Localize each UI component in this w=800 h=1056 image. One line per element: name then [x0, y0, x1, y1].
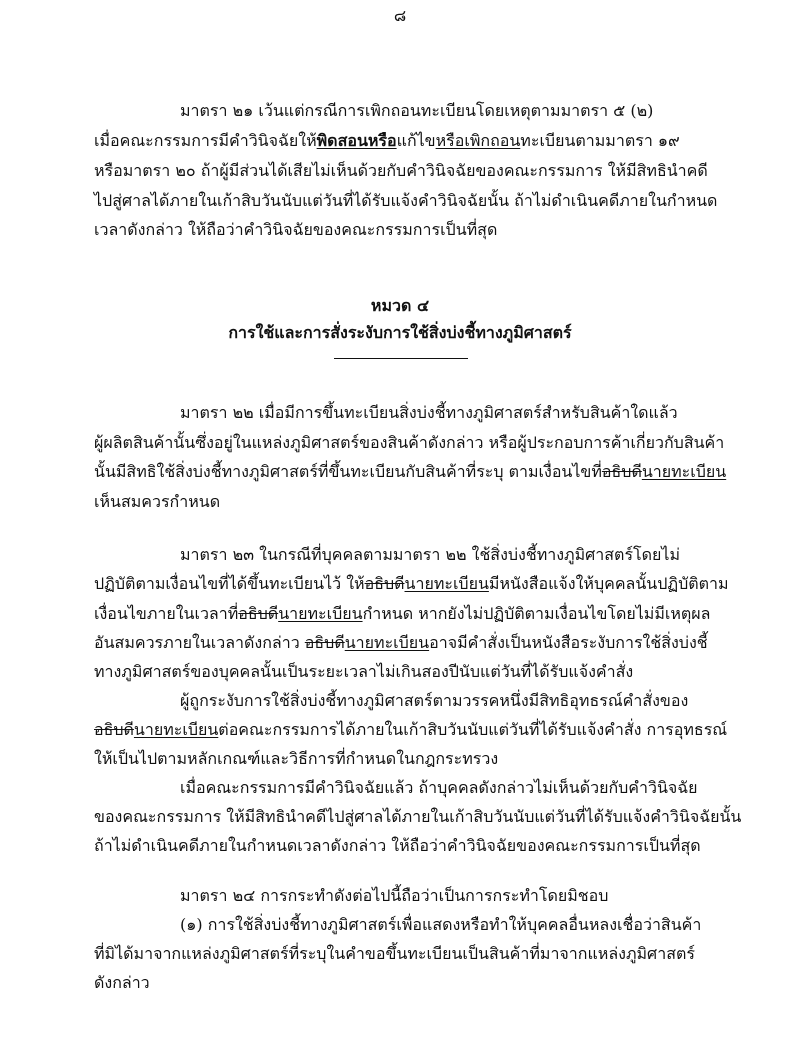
section-24-item-1-line-1: (๑) การใช้สิ่งบ่งชี้ทางภูมิศาสตร์เพื่อแสดงหรือทำให้บุคคลอื่นหลงเชื่อว่าสินค้า: [180, 915, 702, 934]
text: ปฏิบัติตามเงื่อนไขที่ได้ขึ้นทะเบียนไว้ ให้: [94, 574, 365, 593]
text: มีหนังสือแจ้งให้บุคคลนั้นปฏิบัติตาม: [488, 574, 729, 593]
deleted-text: อธิบดี: [94, 720, 134, 739]
section-23-para-3-line-1: เมื่อคณะกรรมการมีคำวินิจฉัยแล้ว ถ้าบุคคลดังกล่าวไม่เห็นด้วยกับคำวินิจฉัย: [180, 778, 698, 797]
section-23-para-3-line-2: ของคณะกรรมการ ให้มีสิทธินำคดีไปสู่ศาลได้ภายในเก้าสิบวันนับแต่วันที่ได้รับแจ้งคำวินิจฉัยนั้น: [94, 807, 742, 826]
text: กำหนด หากยังไม่ปฏิบัติตามเงื่อนไขโดยไม่มีเหตุผล: [362, 604, 711, 623]
amended-text: นายทะเบียน: [278, 604, 363, 623]
text: ทะเบียนตามมาตรา ๑๙: [520, 131, 680, 150]
chapter-title: การใช้และการสั่งระงับการใช้สิ่งบ่งชี้ทางภูมิศาสตร์: [228, 323, 572, 342]
divider: [334, 358, 468, 359]
amended-text: นายทะเบียน: [344, 633, 430, 652]
text: อาจมีคำสั่งเป็นหนังสือระงับการใช้สิ่งบ่งชี้: [429, 633, 708, 652]
section-23-line-2: [94, 574, 729, 594]
amended-text: นายทะเบียน: [641, 462, 727, 481]
deleted-text: อธิบดี: [601, 462, 642, 481]
section-21-line-4: ไปสู่ศาลได้ภายในเก้าสิบวันนับแต่วันที่ได้รับแจ้งคำวินิจฉัยนั้น ถ้าไม่ดำเนินคดีภายในกำหนด: [94, 191, 718, 210]
text: แก้ไข: [396, 131, 436, 150]
section-21-line-1: มาตรา ๒๑ เว้นแต่กรณีการเพิกถอนทะเบียนโดยเหตุตามมาตรา ๕ (๒): [180, 101, 654, 120]
section-22-line-3: [94, 462, 726, 482]
section-23-para-3-line-3: ถ้าไม่ดำเนินคดีภายในกำหนดเวลาดังกล่าว ให้ถือว่าคำวินิจฉัยของคณะกรรมการเป็นที่สุด: [94, 836, 701, 855]
section-23-para-2-line-2: [94, 720, 727, 740]
section-21-line-5: เวลาดังกล่าว ให้ถือว่าคำวินิจฉัยของคณะกรรมการเป็นที่สุด: [94, 220, 498, 239]
deleted-text: อธิบดี: [238, 604, 279, 623]
amended-text: นายทะเบียน: [404, 574, 489, 593]
amended-text: นายทะเบียน: [133, 720, 219, 739]
section-24-item-1-line-3: ดังกล่าว: [94, 973, 150, 992]
page-number: ๘: [393, 6, 407, 25]
section-21-line-2: [94, 131, 680, 151]
section-23-line-4: [94, 633, 708, 653]
amended-text: พิดสอนหรือ: [316, 131, 397, 150]
section-24-item-1-line-2: ที่มิได้มาจากแหล่งภูมิศาสตร์ที่ระบุในคำขอขึ้นทะเบียนเป็นสินค้าที่มาจากแหล่งภูมิศาสตร์: [94, 944, 695, 963]
section-23-line-1: มาตรา ๒๓ ในกรณีที่บุคคลตามมาตรา ๒๒ ใช้สิ่งบ่งชี้ทางภูมิศาสตร์โดยไม่: [180, 545, 680, 564]
amended-text: หรือเพิกถอน: [435, 131, 521, 150]
section-24-line-1: มาตรา ๒๔ การกระทำดังต่อไปนี้ถือว่าเป็นการกระทำโดยมิชอบ: [180, 886, 609, 905]
chapter-heading: หมวด ๔: [370, 296, 430, 315]
text: อันสมควรภายในเวลาดังกล่าว: [94, 633, 305, 652]
section-22-line-1: มาตรา ๒๒ เมื่อมีการขึ้นทะเบียนสิ่งบ่งชี้ทางภูมิศาสตร์สำหรับสินค้าใดแล้ว: [180, 403, 678, 422]
deleted-text: อธิบดี: [304, 633, 345, 652]
section-21-line-3: หรือมาตรา ๒๐ ถ้าผู้มีส่วนได้เสียไม่เห็นด้วยกับคำวินิจฉัยของคณะกรรมการ ให้มีสิทธินำคดี: [94, 161, 708, 180]
section-23-line-5: ทางภูมิศาสตร์ของบุคคลนั้นเป็นระยะเวลาไม่เกินสองปีนับแต่วันที่ได้รับแจ้งคำสั่ง: [94, 662, 634, 681]
text: นั้นมีสิทธิใช้สิ่งบ่งชี้ทางภูมิศาสตร์ที่ขึ้นทะเบียนกับสินค้าที่ระบุ ตามเงื่อนไขที่: [94, 462, 602, 481]
text: เงื่อนไขภายในเวลาที่: [94, 604, 239, 623]
section-23-line-3: [94, 604, 710, 624]
section-22-line-2: ผู้ผลิตสินค้านั้นซึ่งอยู่ในแหล่งภูมิศาสตร์ของสินค้าดังกล่าว หรือผู้ประกอบการค้าเกี่ยวกับสินค้า: [94, 433, 725, 452]
section-23-para-2-line-3: ให้เป็นไปตามหลักเกณฑ์และวิธีการที่กำหนดในกฎกระทรวง: [94, 749, 499, 768]
section-23-para-2-line-1: ผู้ถูกระงับการใช้สิ่งบ่งชี้ทางภูมิศาสตร์ตามวรรคหนึ่งมีสิทธิอุทธรณ์คำสั่งของ: [180, 691, 689, 710]
text: เมื่อคณะกรรมการมีคำวินิจฉัยให้: [94, 131, 317, 150]
text: ต่อคณะกรรมการได้ภายในเก้าสิบวันนับแต่วันที่ได้รับแจ้งคำสั่ง การอุทธรณ์: [218, 720, 728, 739]
section-22-line-4: เห็นสมควรกำหนด: [94, 492, 221, 511]
deleted-text: อธิบดี: [364, 574, 405, 593]
